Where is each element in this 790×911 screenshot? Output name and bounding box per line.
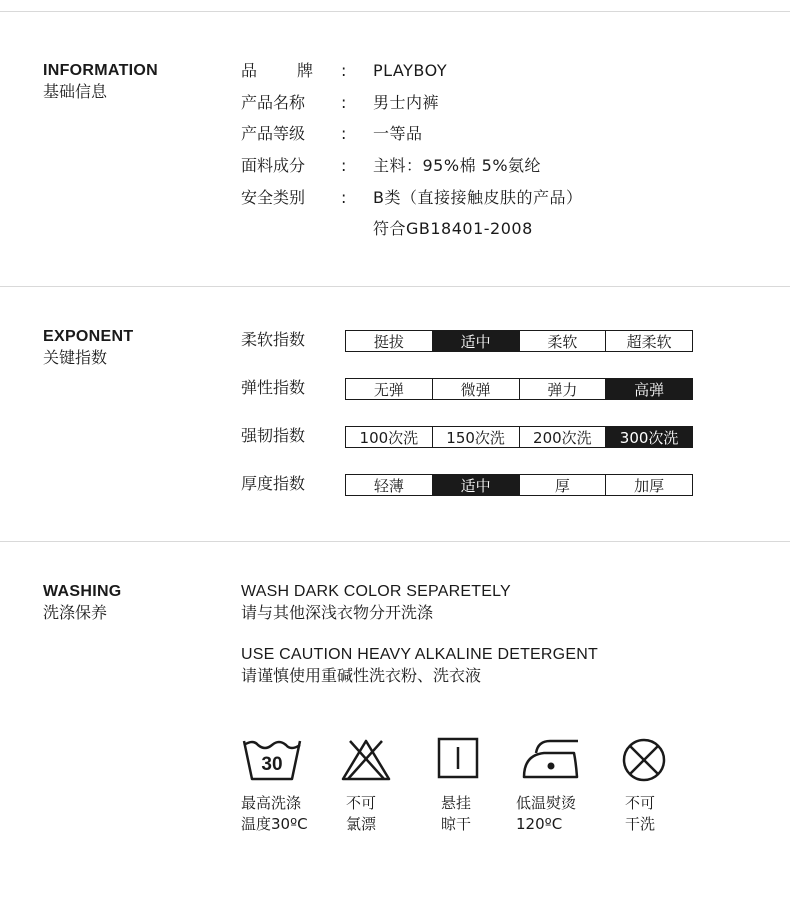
exponent-scale [345,378,693,400]
top-divider [0,11,790,12]
information-title-en: INFORMATION [43,62,158,79]
no-tumble-dry-icon [621,737,667,783]
info-colon: : [341,124,347,143]
care-label-bleach: 不可 氯漂 [346,794,377,833]
exponent-option: 200次洗 [519,427,606,447]
washing-title-en: WASHING [43,583,122,600]
exponent-scale [345,330,693,352]
info-label: 安全类别 [241,188,306,207]
info-value: 男士内裤 [373,93,440,112]
exponent-option: 柔软 [519,331,606,351]
exponent-option: 100次洗 [346,427,432,447]
care-label-iron: 低温熨烫 120ºC [516,794,577,833]
exponent-scale [345,474,693,496]
care-label-dryclean: 不可 干洗 [625,794,656,833]
exponent-title-en: EXPONENT [43,328,134,345]
section-divider-2 [0,541,790,542]
exponent-option: 加厚 [605,475,692,495]
info-value: B类（直接接触皮肤的产品） [373,188,583,207]
exponent-scale [345,426,693,448]
info-colon: : [341,188,347,207]
exponent-label: 弹性指数 [241,378,306,397]
exponent-label: 柔软指数 [241,330,306,349]
info-label-char: 牌 [296,61,313,80]
exponent-option: 挺拔 [346,331,432,351]
information-title-cn: 基础信息 [43,82,108,101]
wash-note-2-en: USE CAUTION HEAVY ALKALINE DETERGENT [241,646,598,663]
exponent-title-cn: 关键指数 [43,348,108,367]
wash-temp-label: 30 [261,754,283,775]
info-label: 产品等级 [241,124,306,143]
washing-title-cn: 洗涤保养 [43,603,108,622]
exponent-option: 150次洗 [432,427,519,447]
info-colon: : [341,61,347,80]
exponent-option: 厚 [519,475,606,495]
exponent-option-selected: 300次洗 [605,427,692,447]
care-label-wash: 最高洗涤 温度30ºC [241,794,308,833]
info-label: 产品名称 [241,93,306,112]
safety-standard-value: 符合GB18401-2008 [373,219,533,238]
care-label-hang: 悬挂 晾干 [441,794,472,833]
exponent-option: 无弹 [346,379,432,399]
exponent-option: 微弹 [432,379,519,399]
no-bleach-icon [340,737,392,783]
exponent-option-selected: 适中 [432,475,519,495]
info-label: 面料成分 [241,156,306,175]
exponent-option: 轻薄 [346,475,432,495]
exponent-heading [43,327,133,369]
info-value: 一等品 [373,124,423,143]
exponent-option-selected: 高弹 [605,379,692,399]
washing-heading [43,582,122,624]
exponent-option: 超柔软 [605,331,692,351]
exponent-option-selected: 适中 [432,331,519,351]
info-value: PLAYBOY [373,61,448,80]
info-colon: : [341,93,347,112]
info-colon: : [341,156,347,175]
exponent-option: 弹力 [519,379,606,399]
exponent-label: 厚度指数 [241,474,306,493]
hang-dry-icon [437,737,479,781]
wash-note-1-cn: 请与其他深浅衣物分开洗涤 [241,603,434,622]
exponent-label: 强韧指数 [241,426,306,445]
iron-low-icon [520,737,582,781]
info-label-char: 品 [241,61,258,80]
info-value: 主料：95%棉 5%氨纶 [373,156,542,175]
section-divider-1 [0,286,790,287]
information-heading [43,61,158,103]
wash-note-1-en: WASH DARK COLOR SEPARETELY [241,583,511,600]
wash-30-icon [241,737,303,783]
info-label [241,59,313,83]
wash-note-2-cn: 请谨慎使用重碱性洗衣粉、洗衣液 [241,666,482,685]
